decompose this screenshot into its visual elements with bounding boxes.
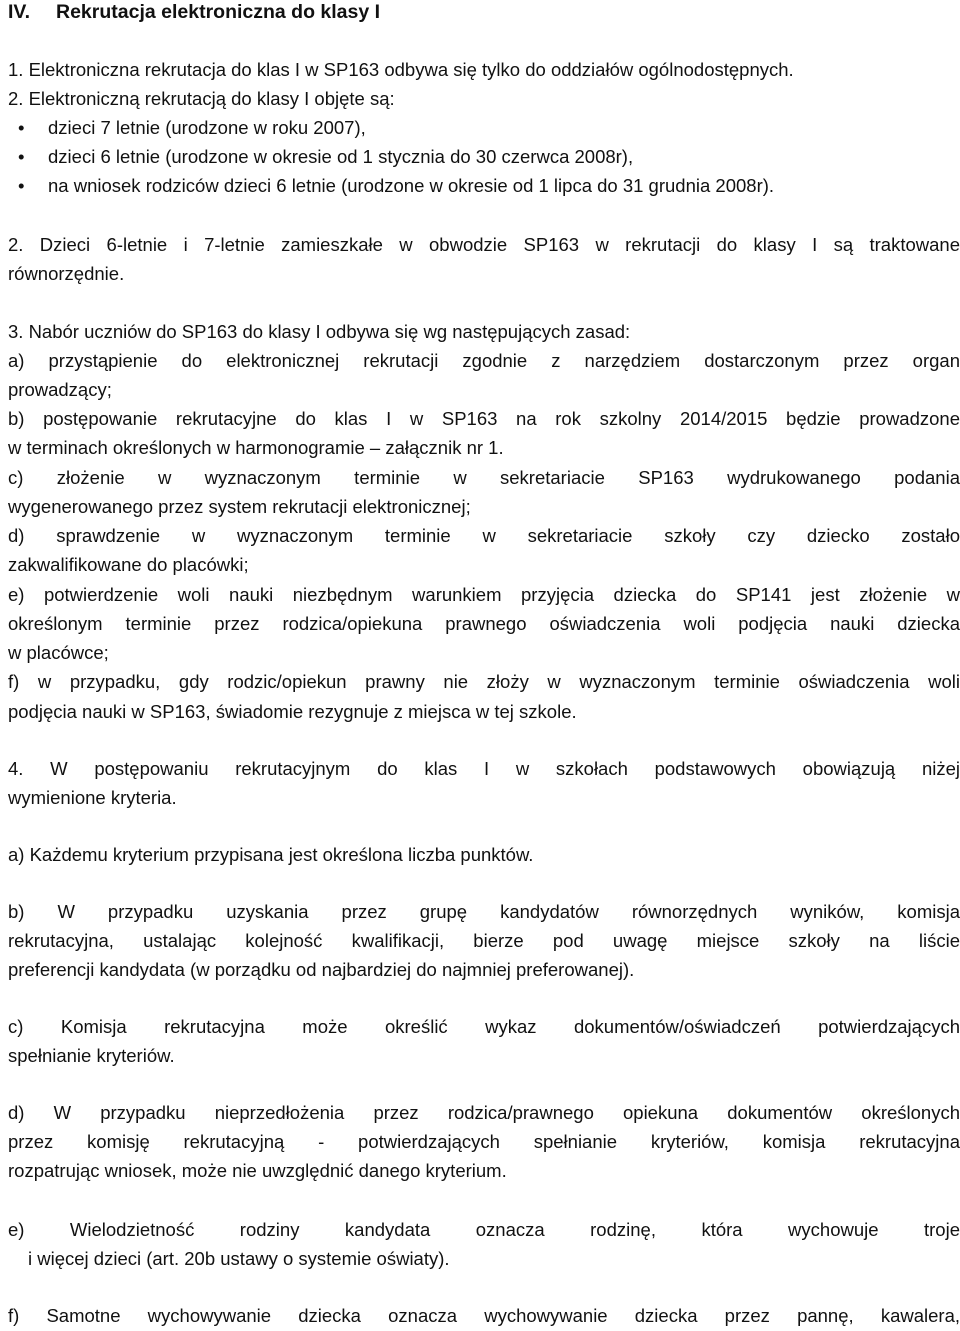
paragraph-line: wymienione kryteria. xyxy=(8,787,177,808)
bullet-item xyxy=(8,114,960,142)
bullet-marker: • xyxy=(18,175,25,196)
bullet-text: dzieci 6 letnie (urodzone w okresie od 1 stycznia do 30 czerwca 2008r), xyxy=(48,146,634,167)
paragraph-line: 1. Elektroniczna rekrutacja do klas I w SP163 odbywa się tylko do oddziałów ogólnodostępnych. xyxy=(8,59,794,80)
bullet-item xyxy=(8,172,960,200)
paragraph-line: zakwalifikowane do placówki; xyxy=(8,554,249,575)
section-number: IV. xyxy=(8,1,31,23)
paragraph-line: podjęcia nauki w SP163, świadomie rezygnuje z miejsca w tej szkole. xyxy=(8,701,577,722)
paragraph-line: b) W przypadku uzyskania przez grupę kandydatów równorzędnych wyników, komisja xyxy=(8,901,960,922)
paragraph-line: d) W przypadku nieprzedłożenia przez rodzica/prawnego opiekuna dokumentów określonych xyxy=(8,1102,960,1123)
paragraph-line: d) sprawdzenie w wyznaczonym terminie w sekretariacie szkoły czy dziecko zostało xyxy=(8,525,960,546)
paragraph-line: e) potwierdzenie woli nauki niezbędnym warunkiem przyjęcia dziecka do SP141 jest złożenie w xyxy=(8,584,960,605)
bullet-text: na wniosek rodziców dzieci 6 letnie (urodzone w okresie od 1 lipca do 31 grudnia 2008r). xyxy=(48,175,775,196)
paragraph-line: w terminach określonych w harmonogramie – załącznik nr 1. xyxy=(8,437,504,458)
paragraph-line: f) Samotne wychowywanie dziecka oznacza wychowywanie dziecka przez pannę, kawalera, xyxy=(8,1305,960,1326)
paragraph-line: prowadzący; xyxy=(8,379,112,400)
paragraph-line: 3. Nabór uczniów do SP163 do klasy I odbywa się wg następujących zasad: xyxy=(8,321,631,342)
paragraph-line: rozpatrując wniosek, może nie uwzględnić danego kryterium. xyxy=(8,1160,507,1181)
paragraph-line: c) złożenie w wyznaczonym terminie w sekretariacie SP163 wydrukowanego podania xyxy=(8,467,960,488)
paragraph-line: rekrutacyjna, ustalając kolejność kwalifikacji, bierze pod uwagę miejsce szkoły na liście xyxy=(8,930,960,951)
bullet-marker: • xyxy=(18,146,25,167)
paragraph-line: 2. Dzieci 6-letnie i 7-letnie zamieszkałe w obwodzie SP163 w rekrutacji do klasy I są traktowane xyxy=(8,234,960,255)
paragraph-line: c) Komisja rekrutacyjna może określić wykaz dokumentów/oświadczeń potwierdzających xyxy=(8,1016,960,1037)
paragraph-line: preferencji kandydata (w porządku od najbardziej do najmniej preferowanej). xyxy=(8,959,635,980)
paragraph-line: przez komisję rekrutacyjną - potwierdzających spełnianie kryteriów, komisja rekrutacyjna xyxy=(8,1131,960,1152)
paragraph-line: określonym terminie przez rodzica/opiekuna prawnego oświadczenia woli podjęcia nauki dziecka xyxy=(8,613,960,634)
paragraph-line: 2. Elektroniczną rekrutacją do klasy I objęte są: xyxy=(8,88,395,109)
bullet-text: dzieci 7 letnie (urodzone w roku 2007), xyxy=(48,117,366,138)
section-heading xyxy=(8,0,960,26)
paragraph-line: 4. W postępowaniu rekrutacyjnym do klas I w szkołach podstawowych obowiązują niżej xyxy=(8,758,960,779)
paragraph-line: równorzędnie. xyxy=(8,263,125,284)
paragraph-line: a) Każdemu kryterium przypisana jest określona liczba punktów. xyxy=(8,844,534,865)
bullet-marker: • xyxy=(18,117,25,138)
paragraph-line: w placówce; xyxy=(8,642,109,663)
paragraph-line: i więcej dzieci (art. 20b ustawy o systemie oświaty). xyxy=(28,1248,450,1269)
bullet-item xyxy=(8,143,960,171)
paragraph-line: e) Wielodzietność rodziny kandydata oznacza rodzinę, która wychowuje troje xyxy=(8,1219,960,1240)
paragraph-line: a) przystąpienie do elektronicznej rekrutacji zgodnie z narzędziem dostarczonym przez organ xyxy=(8,350,960,371)
paragraph-line: wygenerowanego przez system rekrutacji elektronicznej; xyxy=(8,496,471,517)
paragraph-line: f) w przypadku, gdy rodzic/opiekun prawny nie złoży w wyznaczonym terminie oświadczenia woli xyxy=(8,671,960,692)
section-title: Rekrutacja elektroniczna do klasy I xyxy=(56,1,381,23)
paragraph-line: b) postępowanie rekrutacyjne do klas I w SP163 na rok szkolny 2014/2015 będzie prowadzone xyxy=(8,408,960,429)
paragraph-line: spełnianie kryteriów. xyxy=(8,1045,175,1066)
